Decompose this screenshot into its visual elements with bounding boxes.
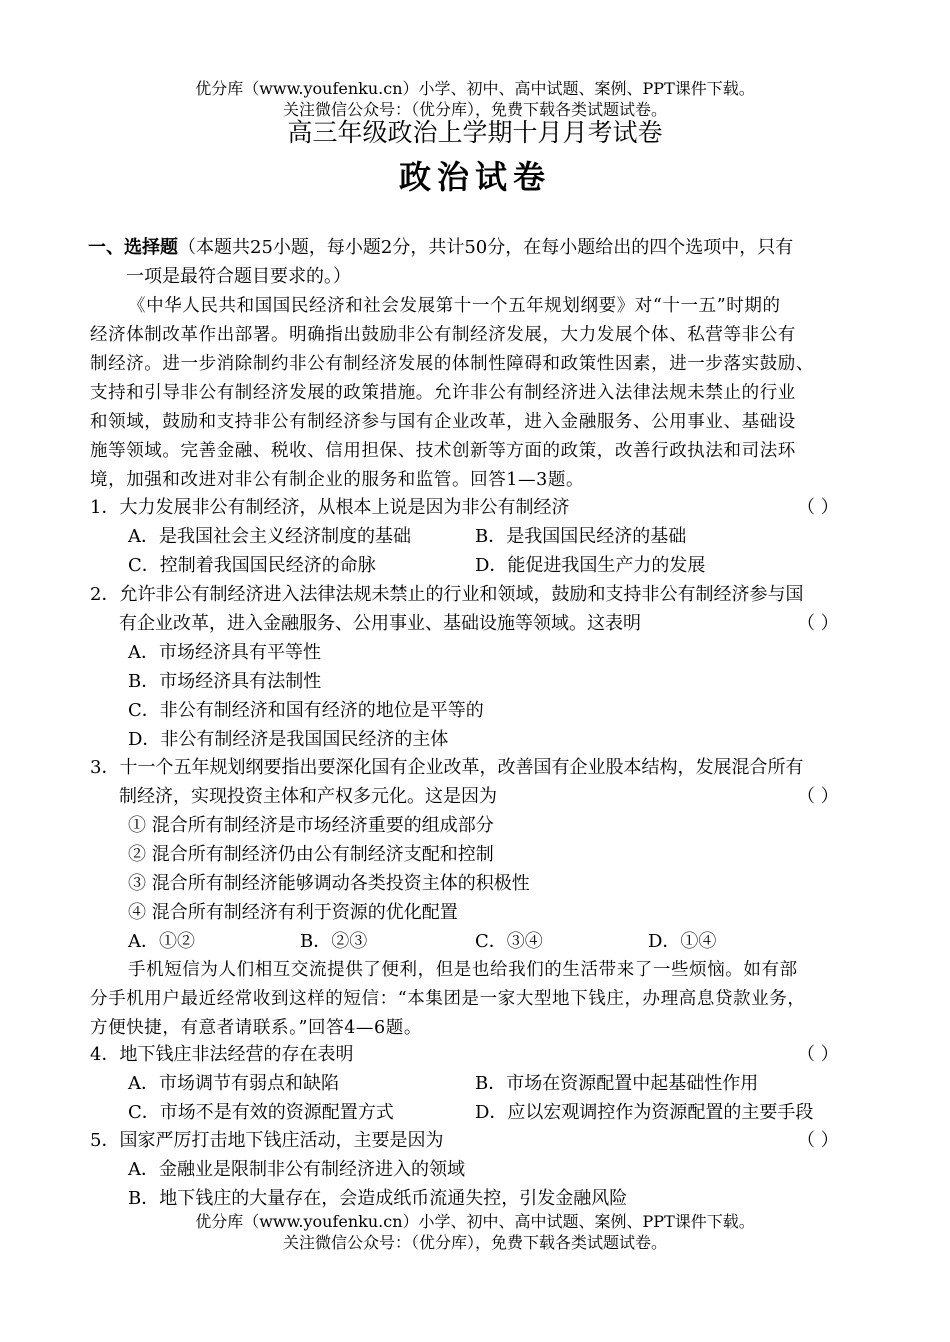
q2-stem-1: 2．允许非公有制经济进入法律法规未禁止的行业和领域，鼓励和支持非公有制经济参与国: [90, 584, 804, 605]
q2-option-a: A．市场经济具有平等性: [128, 642, 321, 663]
q3-option-d: D．①④: [648, 931, 717, 952]
q4-option-d: D．应以宏观调控作为资源配置的主要手段: [475, 1102, 814, 1123]
q4-option-a: A．市场调节有弱点和缺陷: [128, 1073, 339, 1094]
q4-option-c: C．市场不是有效的资源配置方式: [128, 1102, 394, 1123]
q3-answer-paren: （ ）: [797, 786, 839, 807]
q1-option-d: D．能促进我国生产力的发展: [475, 555, 706, 576]
q3-statement-3: ③ 混合所有制经济能够调动各类投资主体的积极性: [128, 873, 530, 894]
q3-option-a: A．①②: [128, 931, 195, 952]
q1-option-a: A．是我国社会主义经济制度的基础: [128, 526, 411, 547]
passage1-line: 和领域，鼓励和支持非公有制经济参与国有企业改革，进入金融服务、公用事业、基础设: [90, 412, 796, 432]
passage2-line: 分手机用户最近经常收到这样的短信：“本集团是一家大型地下钱庄，办理高息贷款业务，: [90, 989, 806, 1009]
header-line-2: 关注微信公众号：（优分库），免费下载各类试题试卷。: [282, 100, 667, 119]
section-label: 一、选择题: [88, 237, 178, 258]
footer-line-2: 关注微信公众号：（优分库），免费下载各类试题试卷。: [282, 1233, 667, 1252]
passage1-line: 支持和引导非公有制经济发展的政策措施。允许非公有制经济进入法律法规未禁止的行业: [90, 383, 796, 403]
q2-option-d: D．非公有制经济是我国国民经济的主体: [128, 729, 449, 750]
q4-option-b: B．市场在资源配置中起基础性作用: [475, 1073, 759, 1094]
exam-subtitle: 高三年级政治上学期十月月考试卷: [287, 118, 663, 147]
section-instructions-2: 一项是最符合题目要求的。）: [126, 266, 351, 287]
q5-option-a: A．金融业是限制非公有制经济进入的领域: [128, 1159, 465, 1180]
q3-statement-2: ② 混合所有制经济仍由公有制经济支配和控制: [128, 844, 494, 865]
q5-answer-paren: （ ）: [797, 1130, 839, 1151]
footer-line-1: 优分库（www.youfenku.cn）小学、初中、高中试题、案例、PPT课件下载。: [195, 1212, 755, 1231]
q2-answer-paren: （ ）: [797, 613, 839, 634]
q1-stem: 1．大力发展非公有制经济，从根本上说是因为非公有制经济: [90, 497, 570, 518]
section-instructions-1: （本题共25小题，每小题2分，共计50分，在每小题给出的四个选项中，只有: [178, 237, 794, 258]
section-heading: [88, 234, 793, 262]
q5-stem: 5．国家严厉打击地下钱庄活动，主要是因为: [90, 1130, 444, 1151]
q2-option-b: B．市场经济具有法制性: [128, 671, 322, 692]
q3-stem-1: 3．十一个五年规划纲要指出要深化国有企业改革，改善国有企业股本结构，发展混合所有: [90, 757, 804, 778]
q4-stem: 4．地下钱庄非法经营的存在表明: [90, 1044, 354, 1065]
passage1-line: 《中华人民共和国国民经济和社会发展第十一个五年规划纲要》对“十一五”时期的: [128, 296, 781, 316]
passage1-line: 经济体制改革作出部署。明确指出鼓励非公有制经济发展，大力发展个体、私营等非公有: [90, 325, 796, 345]
q3-option-c: C．③④: [475, 931, 543, 952]
passage1-line: 境，加强和改进对非公有制企业的服务和监管。回答1—3题。: [90, 470, 585, 490]
q1-option-b: B．是我国国民经济的基础: [475, 526, 687, 547]
passage2-line: 方便快捷，有意者请联系。”回答4—6题。: [90, 1018, 422, 1038]
q3-statement-4: ④ 混合所有制经济有利于资源的优化配置: [128, 902, 458, 923]
q1-answer-paren: （ ）: [797, 497, 839, 518]
passage1-line: 施等领域。完善金融、税收、信用担保、技术创新等方面的政策，改善行政执法和司法环: [90, 441, 796, 461]
q3-statement-1: ① 混合所有制经济是市场经济重要的组成部分: [128, 815, 494, 836]
q5-option-b: B．地下钱庄的大量存在，会造成纸币流通失控，引发金融风险: [128, 1188, 628, 1209]
exam-title: 政治试卷: [398, 158, 551, 196]
q1-option-c: C．控制着我国国民经济的命脉: [128, 555, 376, 576]
passage1-line: 制经济。进一步消除制约非公有制经济发展的体制性障碍和政策性因素，进一步落实鼓励、: [90, 354, 814, 374]
q4-answer-paren: （ ）: [797, 1044, 839, 1065]
q3-stem-2: 制经济，实现投资主体和产权多元化。这是因为: [119, 786, 497, 807]
passage2-line: 手机短信为人们相互交流提供了便利，但是也给我们的生活带来了一些烦恼。如有部: [128, 960, 798, 980]
q2-stem-2: 有企业改革，进入金融服务、公用事业、基础设施等领域。这表明: [119, 613, 641, 634]
q3-option-b: B．②③: [300, 931, 368, 952]
header-line-1: 优分库（www.youfenku.cn）小学、初中、高中试题、案例、PPT课件下载。: [195, 79, 755, 98]
q2-option-c: C．非公有制经济和国有经济的地位是平等的: [128, 700, 484, 721]
